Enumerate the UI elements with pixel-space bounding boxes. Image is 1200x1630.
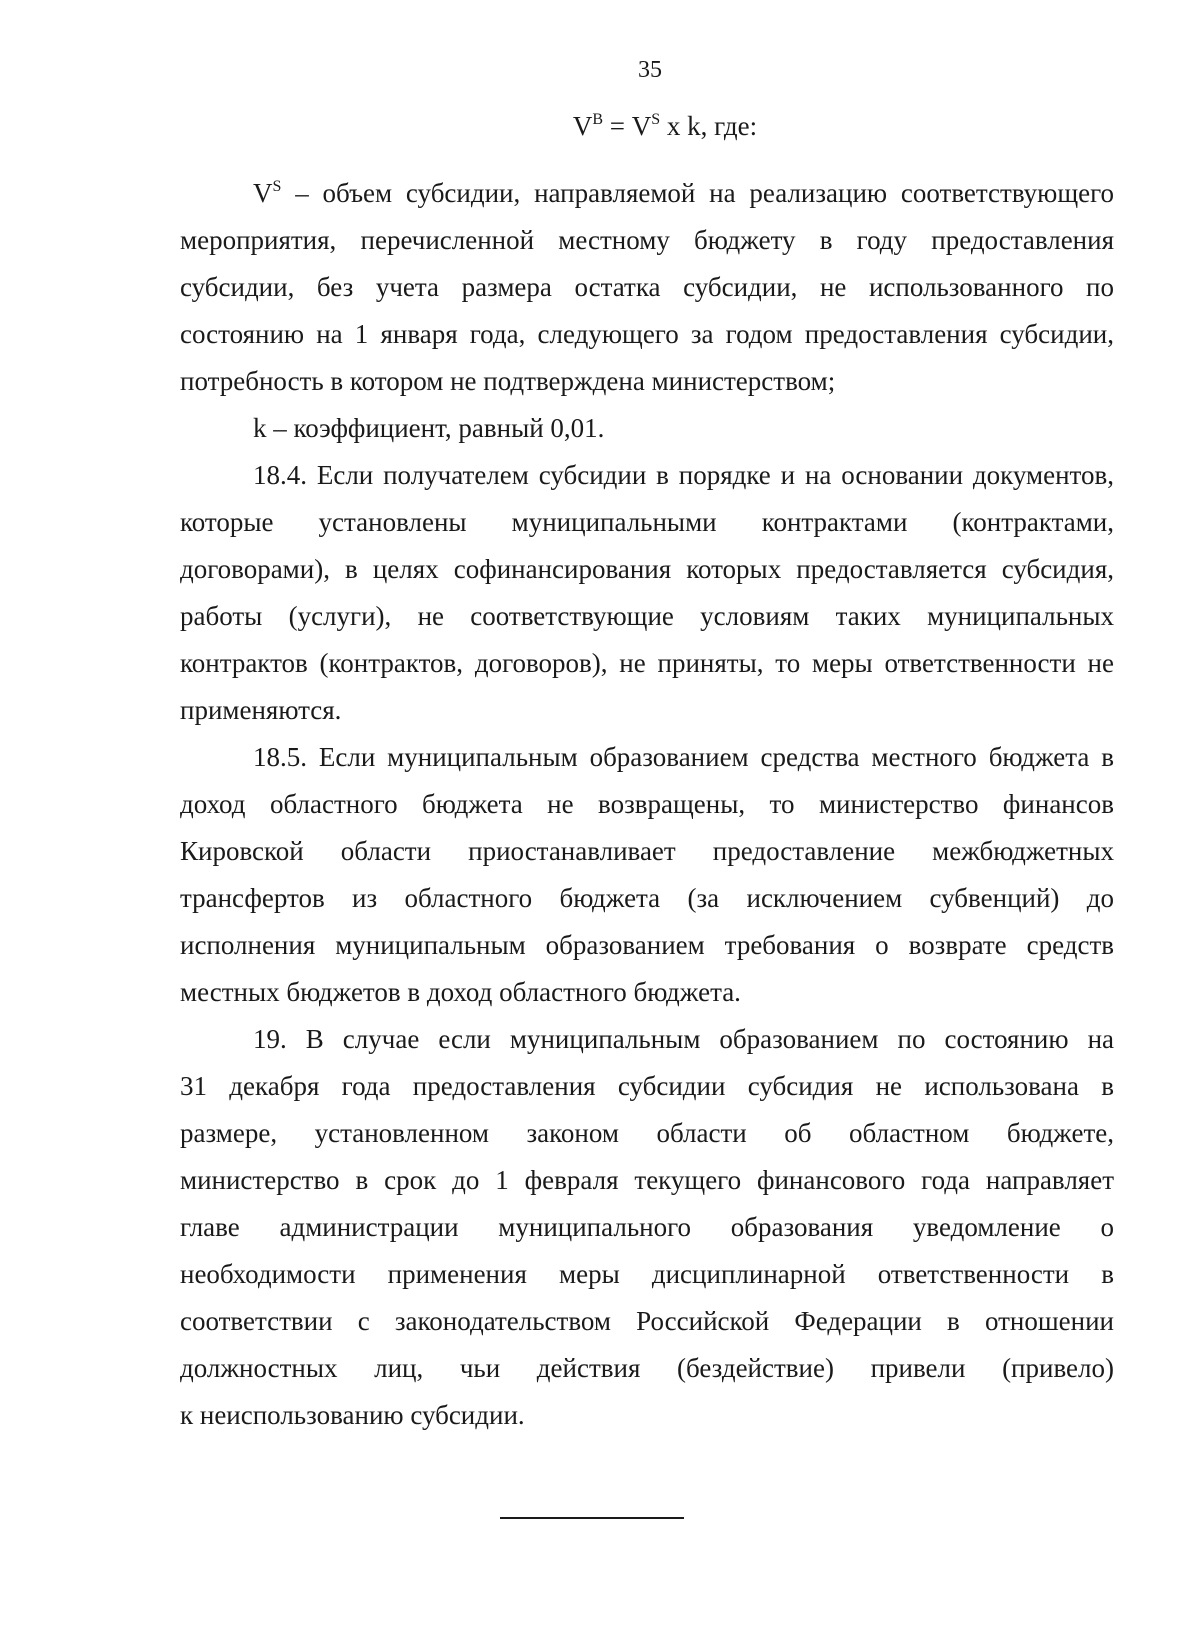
vs-line-3: субсидии, без учета размера остатка субсидии, не использованного по	[180, 272, 1114, 302]
paragraph-18-4-line-5: контрактов (контрактов, договоров), не приняты, то меры ответственности не	[180, 648, 1114, 678]
paragraph-18-4-line-2: которые установлены муниципальными контрактами (контрактами,	[180, 507, 1114, 537]
paragraph-18-5-line-2: доход областного бюджета не возвращены, то министерство финансов	[180, 789, 1114, 819]
formula-rhs-sup: S	[651, 111, 661, 128]
paragraph-19-line-8: должностных лиц, чьи действия (бездействие) привели (привело)	[180, 1353, 1114, 1383]
paragraph-19-line-7: соответствии с законодательством Российской Федерации в отношении	[180, 1306, 1114, 1336]
vs-line-1: – объем субсидии, направляемой на реализацию соответствующего	[281, 178, 1114, 208]
paragraph-19-line-3: размере, установленном законом области об областном бюджете,	[180, 1118, 1114, 1148]
paragraph-18-5-line-3: Кировской области приостанавливает предоставление межбюджетных	[180, 836, 1114, 866]
vs-symbol: V	[253, 178, 273, 208]
paragraph-18-5-line-4: трансфертов из областного бюджета (за исключением субвенций) до	[180, 883, 1114, 913]
vs-line-4: состоянию на 1 января года, следующего за годом предоставления субсидии,	[180, 319, 1114, 349]
paragraph-19-line-9: к неиспользованию субсидии.	[180, 1400, 525, 1430]
formula-lhs: V	[572, 111, 593, 141]
vs-line-5: потребность в котором не подтверждена министерством;	[180, 366, 836, 396]
paragraph-18-4-line-1: 18.4. Если получателем субсидии в порядке и на основании документов,	[253, 460, 1114, 490]
paragraph-18-4-line-3: договорами), в целях софинансирования которых предоставляется субсидия,	[180, 554, 1114, 584]
paragraph-18-5-line-5: исполнения муниципальным образованием требования о возврате средств	[180, 930, 1114, 960]
paragraph-19-line-2: 31 декабря года предоставления субсидии субсидия не использована в	[180, 1071, 1114, 1101]
end-separator-line	[500, 1517, 684, 1519]
vs-line-2: мероприятия, перечисленной местному бюджету в году предоставления	[180, 225, 1114, 255]
paragraph-18-4-line-6: применяются.	[180, 695, 342, 725]
paragraph-19-line-4: министерство в срок до 1 февраля текущего финансового года направляет	[180, 1165, 1114, 1195]
paragraph-19-line-6: необходимости применения меры дисциплинарной ответственности в	[180, 1259, 1114, 1289]
vs-sup: S	[272, 178, 282, 195]
paragraph-18-5-line-6: местных бюджетов в доход областного бюджета.	[180, 977, 741, 1007]
formula-lhs-sup: В	[592, 111, 604, 128]
document-body	[180, 170, 1114, 1439]
page-number: 35	[638, 57, 662, 83]
paragraph-19-line-1: 19. В случае если муниципальным образованием по состоянию на	[253, 1024, 1114, 1054]
definition-vs	[180, 170, 1114, 217]
formula	[0, 110, 1200, 142]
paragraph-19-line-5: главе администрации муниципального образования уведомление о	[180, 1212, 1114, 1242]
formula-tail: x k, где:	[660, 111, 758, 141]
formula-rhs: V	[631, 111, 652, 141]
formula-eq: =	[603, 111, 632, 141]
paragraph-18-4-line-4: работы (услуги), не соответствующие условиям таких муниципальных	[180, 601, 1114, 631]
definition-k: k – коэффициент, равный 0,01.	[253, 413, 605, 443]
paragraph-18-5-line-1: 18.5. Если муниципальным образованием средства местного бюджета в	[253, 742, 1114, 772]
